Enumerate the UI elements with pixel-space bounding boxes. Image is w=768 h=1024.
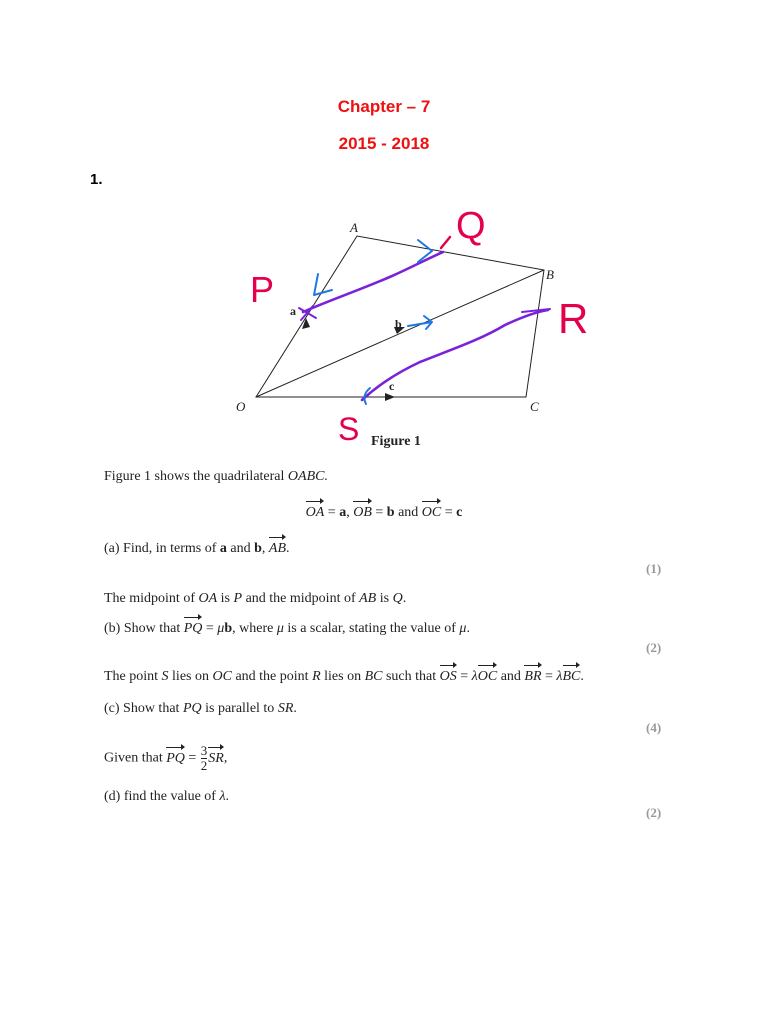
part-c-question: (c) Show that PQ is parallel to SR. <box>104 701 297 716</box>
given-statement: Given that PQ = $\frac{3}{2}$ SR, <box>104 743 228 773</box>
vec-oa: OA <box>305 505 325 520</box>
handwritten-q-tick <box>441 237 450 248</box>
vec-oc-2: OC <box>477 669 498 684</box>
arrow-c <box>385 393 395 401</box>
midpoint-statement: The midpoint of OA is P and the midpoint of AB is Q. <box>104 591 407 606</box>
marks-part-b: (2) <box>646 640 662 655</box>
handwritten-r-label: R <box>558 295 589 342</box>
intro-line <box>104 469 328 485</box>
handwritten-s-label: S <box>338 411 360 447</box>
year-range: 2015 - 2018 <box>338 134 430 153</box>
vec-bc: BC <box>562 669 581 684</box>
shape-name: OABC. <box>287 469 328 484</box>
fraction-three-halves: $\frac{3}{2}$ <box>200 743 208 773</box>
part-b-question: (b) Show that PQ = μb, where μ is a scalar, stating the value of μ. <box>104 621 470 636</box>
marks-part-d: (2) <box>646 805 662 820</box>
figure-caption: Figure 1 <box>371 434 421 449</box>
vector-definitions: OA = a, OB = b and OC = c <box>305 505 463 520</box>
vec-sr: SR <box>208 750 224 766</box>
vec-c: c <box>456 505 463 520</box>
blue-arrow-b <box>408 316 432 329</box>
chapter-title: Chapter – 7 <box>337 97 431 116</box>
marks-part-c: (4) <box>646 720 662 735</box>
arrow-a <box>302 318 310 329</box>
vec-ab: AB <box>268 541 286 556</box>
label-o: O <box>236 399 246 414</box>
vec-pq-2: PQ <box>166 750 185 766</box>
vec-os: OS <box>439 669 457 684</box>
diagonal-ob <box>256 270 544 397</box>
label-b: B <box>546 267 554 282</box>
and-word: and <box>398 505 419 520</box>
label-c: C <box>530 399 539 414</box>
vec-br: BR <box>524 669 542 684</box>
part-a-question: (a) Find, in terms of a and b, AB. <box>104 541 290 556</box>
vec-b: b <box>386 505 395 520</box>
handwritten-q-label: Q <box>456 205 486 247</box>
intro-text: Figure 1 shows the quadrilateral <box>104 469 288 484</box>
label-vector-c: c <box>389 379 395 393</box>
label-vector-b: b <box>395 317 402 331</box>
label-a: A <box>350 220 358 235</box>
vec-a: a <box>339 505 347 520</box>
point-s-r-statement: The point S lies on OC and the point R lies on BC such that OS = λOC and BR = λBC. <box>104 669 584 684</box>
figure-1-diagram <box>0 0 768 460</box>
label-vector-a: a <box>290 304 296 318</box>
vec-pq: PQ <box>183 621 203 636</box>
question-number: 1. <box>90 171 103 188</box>
handwritten-pq-line <box>303 252 443 312</box>
vec-ob: OB <box>353 505 372 520</box>
marks-part-a: (1) <box>646 561 662 576</box>
part-d-question: (d) find the value of λ. <box>104 789 230 804</box>
handwritten-p-label: P <box>250 269 275 310</box>
vec-oc: OC <box>421 505 442 520</box>
blue-arrow-p <box>314 274 332 295</box>
